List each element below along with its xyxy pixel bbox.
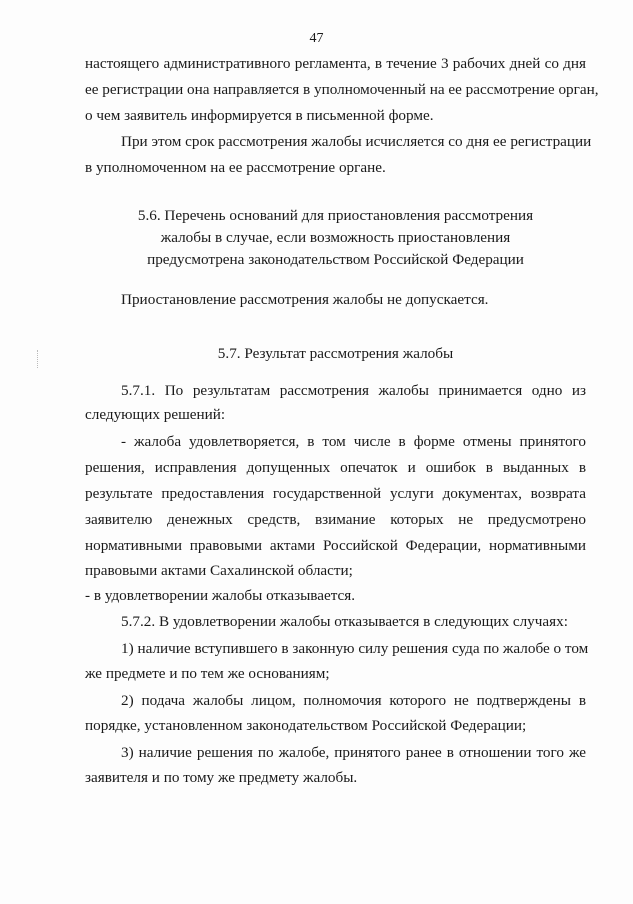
text-line: 5.7.1. По результатам рассмотрения жалобы принимается одно из	[121, 382, 586, 399]
text-line: решения, исправления допущенных опечаток и ошибок в выданных в	[85, 459, 586, 476]
text-line: - в удовлетворении жалобы отказывается.	[85, 587, 356, 604]
text-line: Приостановление рассмотрения жалобы не допускается.	[121, 291, 489, 308]
text-line: 3) наличие решения по жалобе, принятого ранее в отношении того же	[121, 744, 586, 761]
text-line: о чем заявитель информируется в письменной форме.	[85, 107, 434, 124]
text-line: правовыми актами Сахалинской области;	[85, 562, 353, 579]
text-line: же предмете и по тем же основаниям;	[85, 665, 330, 682]
section-heading: предусмотрена законодательством Российской Федерации	[147, 251, 524, 268]
text-line: - жалоба удовлетворяется, в том числе в форме отмены принятого	[121, 433, 586, 450]
text-line: в уполномоченном на ее рассмотрение органе.	[85, 159, 386, 176]
text-line: 5.7.2. В удовлетворении жалобы отказывается в следующих случаях:	[121, 613, 568, 630]
section-heading: 5.6. Перечень оснований для приостановления рассмотрения	[137, 207, 534, 224]
text-line: нормативными правовыми актами Российской Федерации, нормативными	[85, 537, 586, 554]
page-number: 47	[309, 31, 324, 46]
text-line: При этом срок рассмотрения жалобы исчисляется со дня ее регистрации	[121, 133, 592, 150]
text-line: следующих решений:	[85, 406, 226, 423]
text-line: заявителя и по тому же предмету жалобы.	[85, 769, 358, 786]
text-line: настоящего административного регламента, в течение 3 рабочих дней со дня	[85, 55, 586, 72]
text-line: результате предоставления государственной услуги документах, возврата	[85, 485, 586, 502]
scan-artifact	[37, 350, 40, 368]
text-line: порядке, установленном законодательством Российской Федерации;	[85, 717, 527, 734]
text-line: 2) подача жалобы лицом, полномочия которого не подтверждены в	[121, 692, 586, 709]
text-line: заявителю денежных средств, взимание которых не предусмотрено	[85, 511, 586, 528]
section-heading: жалобы в случае, если возможность приостановления	[160, 229, 511, 246]
text-line: ее регистрации она направляется в уполномоченный на ее рассмотрение орган,	[85, 81, 599, 98]
text-line: 1) наличие вступившего в законную силу решения суда по жалобе о том	[121, 640, 589, 657]
section-heading: 5.7. Результат рассмотрения жалобы	[217, 345, 454, 362]
